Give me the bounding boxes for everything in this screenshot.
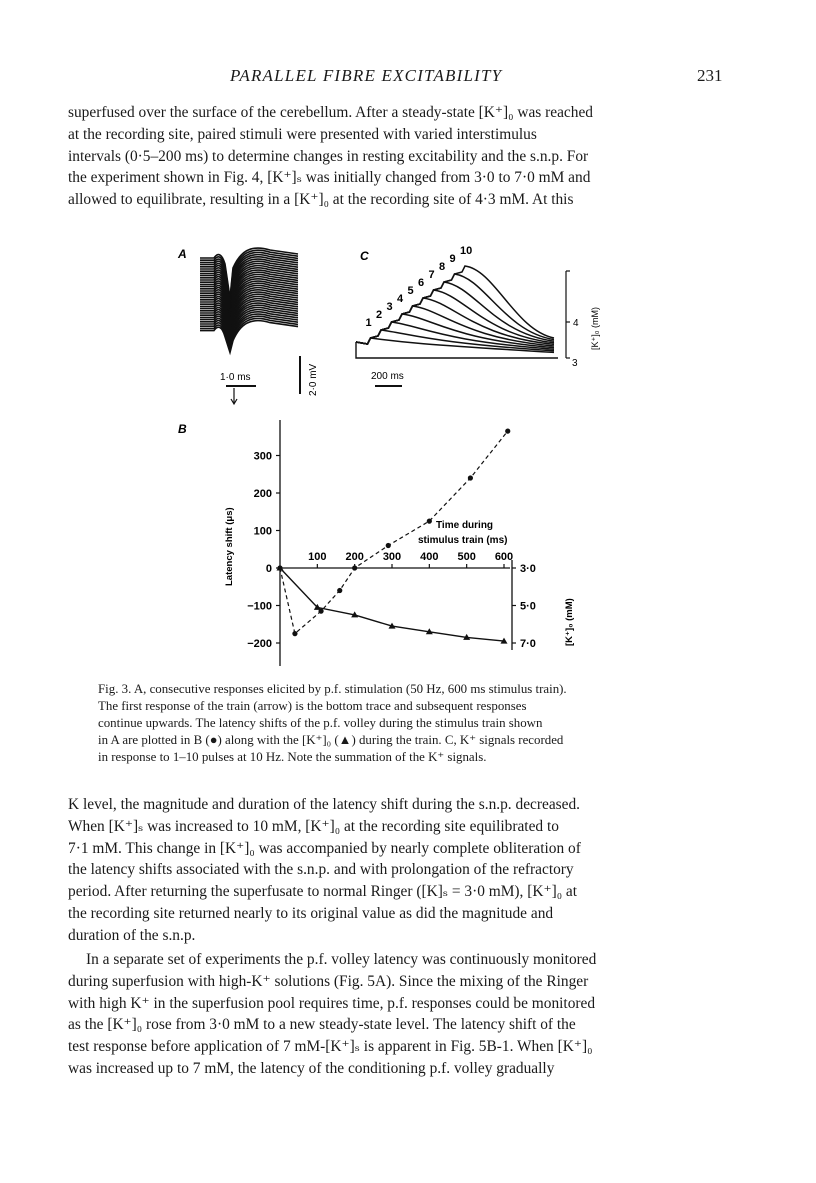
figure-caption [98, 681, 702, 766]
pulse-label: 7 [428, 269, 435, 281]
top-paragraph [68, 102, 725, 211]
panel-a-voltage-scale: 2·0 mV [308, 363, 319, 396]
pulse-label: 10 [460, 245, 473, 257]
x-tick-label: 100 [308, 551, 327, 563]
panel-b-y-label: Latency shift (μs) [224, 507, 235, 586]
text-line: the recording site returned nearly to its original value as did the magnitude and [68, 904, 554, 922]
pulse-label: 5 [407, 285, 414, 297]
latency-shift-point [292, 631, 297, 636]
text-line: K level, the magnitude and duration of the latency shift during the s.n.p. decreased. [68, 796, 581, 813]
x-tick-label: 400 [420, 551, 439, 563]
text-line: period. After returning the superfusate to normal Ringer ([K]ₛ = 3·0 mM), [K⁺]₀ at [68, 883, 578, 901]
page-number: 231 [697, 66, 723, 85]
text-line: the latency shifts associated with the s.n.p. and with prolongation of the refractory [68, 861, 574, 879]
panel-c-axis-label: [K⁺]₀ (mM) [590, 307, 600, 350]
y-tick-label: 300 [253, 450, 272, 463]
panel-c-tick: 4 [573, 318, 579, 329]
body-paragraph-1 [68, 794, 725, 947]
text-line: test response before application of 7 mM-[K⁺]ₛ is apparent in Fig. 5B-1. When [K⁺]₀ [68, 1038, 593, 1056]
first-response-arrow [231, 388, 237, 404]
pulse-label: 8 [439, 261, 446, 273]
caption-line: in response to 1–10 pulses at 10 Hz. Note the summation of the K⁺ signals. [98, 749, 487, 764]
panel-b-x-label: Time during [436, 520, 494, 531]
text-line: the experiment shown in Fig. 4, [K⁺]ₛ was initially changed from 3·0 to 7·0 mM and [68, 169, 591, 187]
k-tick-label: 5·0 [520, 600, 536, 613]
x-tick-label: 300 [382, 551, 402, 563]
text-line: In a separate set of experiments the p.f. volley latency was continuously monitored [86, 951, 597, 968]
text-line: with high K⁺ in the superfusion pool requires time, p.f. responses could be monitored [68, 994, 596, 1012]
caption-line: The first response of the train (arrow) is the bottom trace and subsequent responses [98, 698, 527, 713]
latency-shift-point [337, 588, 342, 593]
panel-c-tick: 3 [572, 358, 578, 369]
figure-3 [170, 238, 610, 678]
panel-c-scalebar [371, 371, 404, 386]
latency-shift-point [352, 565, 357, 570]
panel-a-time-scale: 1·0 ms [220, 372, 251, 383]
panel-c-label: C [360, 249, 369, 263]
caption-line: in A are plotted in B (●) along with the [K⁺]₀ (▲) during the train. C, K⁺ signals recorded [98, 732, 564, 747]
figure-svg [170, 238, 610, 678]
running-title: PARALLEL FIBRE EXCITABILITY [230, 66, 503, 85]
x-tick-label: 600 [494, 551, 514, 563]
caption-line: Fig. 3. A, consecutive responses elicited by p.f. stimulation (50 Hz, 600 ms stimulus train). [98, 682, 567, 696]
text-line: duration of the s.n.p. [68, 926, 196, 944]
pulse-label: 1 [365, 317, 372, 329]
pulse-label: 4 [397, 293, 404, 305]
x-tick-label: 500 [457, 551, 476, 563]
panel-b-label: B [178, 422, 187, 436]
caption-line: continue upwards. The latency shifts of the p.f. volley during the stimulus train shown [98, 715, 543, 730]
pulse-label: 3 [386, 301, 393, 313]
text-line: as the [K⁺]₀ rose from 3·0 mM to a new steady-state level. The latency shift of the [68, 1016, 576, 1034]
k-signal-trace [356, 290, 554, 344]
pulse-label: 2 [376, 309, 383, 321]
y-tick-label: −100 [247, 600, 272, 613]
text-line: When [K⁺]ₛ was increased to 10 mM, [K⁺]₀ at the recording site equilibrated to [68, 817, 559, 835]
panel-c-pulse-labels [366, 245, 473, 329]
text-line: 7·1 mM. This change in [K⁺]₀ was accompanied by nearly complete obliteration of [68, 839, 581, 857]
text-line: during superfusion with high-K⁺ solutions (Fig. 5A). Since the mixing of the Ringer [68, 972, 589, 990]
latency-shift-point [468, 475, 473, 480]
latency-shift-point [505, 429, 510, 434]
latency-shift-point [386, 543, 391, 548]
panel-c-time-scale: 200 ms [371, 371, 404, 382]
pulse-label: 6 [418, 277, 425, 289]
text-line: was increased up to 7 mM, the latency of the conditioning p.f. volley gradually [68, 1059, 555, 1077]
panel-b-x-label: stimulus train (ms) [418, 535, 508, 546]
y-tick-label: 200 [253, 488, 272, 500]
text-line: at the recording site, paired stimuli were presented with varied interstimulus [68, 125, 537, 143]
panel-a-label: A [178, 247, 187, 261]
pulse-label: 9 [449, 253, 456, 265]
text-line: allowed to equilibrate, resulting in a [K⁺]₀ at the recording site of 4·3 mM. At this [68, 191, 574, 209]
k-signal-trace [356, 282, 554, 344]
k-concentration-line [280, 568, 504, 641]
x-tick-label: 200 [345, 551, 364, 563]
latency-shift-point [427, 519, 432, 524]
panel-c-k-axis [566, 271, 600, 369]
panel-b-right-label: [K⁺]₀ (mM) [564, 598, 575, 646]
y-tick-label: 0 [265, 563, 272, 575]
y-tick-label: 100 [253, 525, 272, 538]
body-paragraph-2 [68, 949, 725, 1080]
y-tick-label: −200 [247, 638, 272, 650]
panel-a-scalebar [220, 356, 319, 396]
k-tick-label: 3·0 [520, 563, 536, 575]
text-line: intervals (0·5–200 ms) to determine changes in resting excitability and the s.n.p. For [68, 147, 589, 165]
k-tick-label: 7·0 [520, 638, 536, 650]
text-line: superfused over the surface of the cerebellum. After a steady-state [K⁺]₀ was reached [68, 104, 593, 121]
